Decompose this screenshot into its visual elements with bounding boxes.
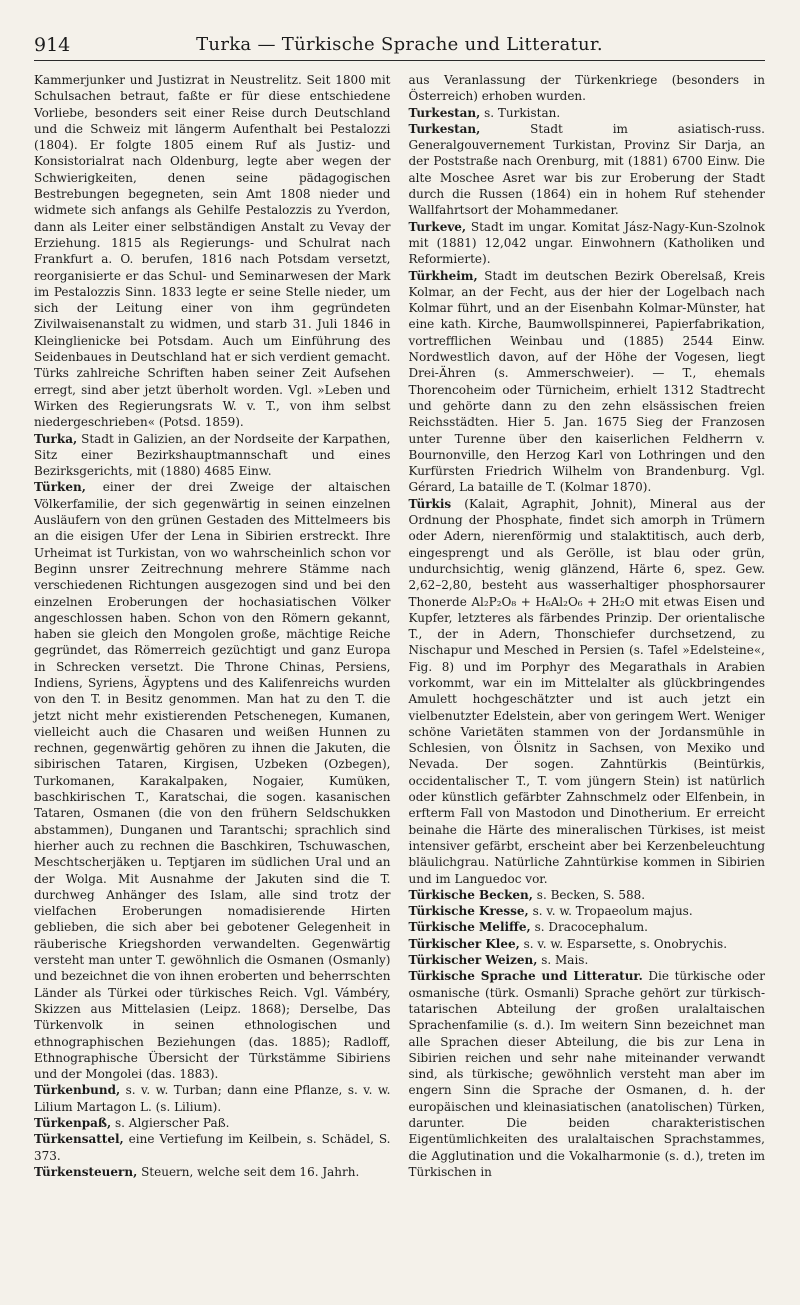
entry-headword: Türken, xyxy=(34,480,86,495)
entry-headword: Türkenbund, xyxy=(34,1083,121,1098)
dictionary-entry xyxy=(34,1131,391,1164)
dictionary-entry xyxy=(409,496,766,887)
entry-headword: Türkensteuern, xyxy=(34,1164,138,1179)
dictionary-entry xyxy=(409,268,766,496)
dictionary-entry xyxy=(409,121,766,219)
page-number: 914 xyxy=(34,34,71,56)
entry-text: Stadt in Galizien, an der Nordseite der Karpathen, Sitz einer Bezirkshauptmannschaft und eines Bezirksgerichts, mit (1880) 4685 Einw. xyxy=(34,431,391,479)
entry-headword: Turkeve, xyxy=(408,219,467,234)
entry-headword: Türkis xyxy=(408,496,452,511)
dictionary-entry xyxy=(34,431,391,480)
dictionary-entry xyxy=(409,72,766,105)
entry-text: s. v. w. Turban; dann eine Pflanze, s. v. w. Lilium Martagon L. (s. Lilium). xyxy=(34,1083,391,1114)
dictionary-entry xyxy=(34,479,391,1082)
entry-headword: Türkischer Weizen, xyxy=(408,953,538,968)
entry-text: Die türkische oder osmanische (türk. Osmanli) Sprache gehört zur türkisch-tatarischen Abteilung der großen uralaltaischen Sprachenfamilie (s. d.). Im weitern Sinn bezeichnet man alle Sprachen dieser Abteilung, die bis zur Lena in Sibirien reichen und sehr nahe miteinander verwandt sind, als türkische; gewöhnlich versteht man aber im engern Sinn die Sprache der Osmanen, d. h. der europäischen und kleinasiatischen (anatolischen) Türken, darunter. Die beiden charakteristischen Eigentümlichkeiten des uralaltaischen Sprachstammes, die Agglutination und die Vokalharmonie (s. d.), treten im Türkischen in xyxy=(408,969,765,1179)
entry-headword: Turkestan, xyxy=(408,121,481,136)
dictionary-entry xyxy=(34,1082,391,1115)
dictionary-entry xyxy=(409,219,766,268)
entry-text: s. Algierscher Paß. xyxy=(115,1116,230,1130)
entry-text: einer der drei Zweige der altaischen Völkerfamilie, der sich gegenwärtig in seinen einzelnen Ausläufern von den grünen Gestaden des Mittelmeers bis an die eisigen Ufer der Lena in Sibirien erstreckt. Ihre Urheimat ist Turkistan, von wo wahrscheinlich schon vor Beginn unsrer Zeitrechnung mehrere Stämme nach verschiedenen Richtungen ausgezogen sind und bei den einzelnen Eroberungen der hochasiatischen Völker angeschlossen haben. Schon von den Römern gekannt, haben sie gleich den Mongolen große, mächtige Reiche gegründet, das Römerreich gezüchtigt und ganz Europa in Schrecken versetzt. Die Throne Chinas, Persiens, Indiens, Syriens, Ägyptens und des Kalifenreichs wurden von den T. in Besitz genommen. Man hat zu den T. die jetzt nicht mehr existierenden Petschenegen, Kumanen, vielleicht auch die Chasaren und weißen Hunnen zu rechnen, gegenwärtig gehören zu ihnen die Jakuten, die sibirischen Tataren, Kirgisen, Uzbeken (Ozbegen), Turkomanen, Karakalpaken, Nogaier, Kumüken, baschkirischen T., Karatschai, die sogen. kasanischen Tataren, Osmanen (die von den frühern Seldschukken abstammen), Dunganen und Tarantschi; sprachlich sind hierher auch zu rechnen die Baschkiren, Tschuwaschen, Meschtscherjäken u. Teptjaren im südlichen Ural und an der Wolga. Mit Ausnahme der Jakuten sind die T. durchweg Anhänger des Islam, alle sind trotz der vielfachen Eroberungen nomadisierende Hirten geblieben, die sich aber bei gebotener Gelegenheit in räuberische Kriegshorden verwandelten. Gegenwärtig versteht man unter T. gewöhnlich die Osmanen (Osmanly) und bezeichnet die von ihnen eroberten und beherrschten Länder als Türkei oder türkisches Reich. Vgl. Vámbéry, Skizzen aus Mittelasien (Leipz. 1868); Derselbe, Das Türkenvolk in seinen ethnologischen und ethnographischen Beziehungen (das. 1885); Radloff, Ethnographische Übersicht der Türkstämme Sibiriens und der Mongolei (das. 1883). xyxy=(34,480,391,1082)
dictionary-entry xyxy=(409,936,766,952)
entry-headword: Türkheim, xyxy=(408,268,478,283)
entry-text: Stadt im ungar. Komitat Jász-Nagy-Kun-Szolnok mit (1881) 12,042 ungar. Einwohnern (Katholiken und Reformierte). xyxy=(408,219,765,267)
entry-headword: Türkische Sprache und Litteratur. xyxy=(408,969,643,984)
page-header xyxy=(34,30,765,61)
entry-text: s. Turkistan. xyxy=(484,105,561,120)
dictionary-entry xyxy=(34,1164,391,1180)
text-columns xyxy=(34,72,765,1180)
left-column xyxy=(34,72,391,1180)
entry-text: s. Dracocephalum. xyxy=(534,920,648,935)
right-column xyxy=(409,72,766,1180)
entry-text: aus Veranlassung der Türkenkriege (besonders in Österreich) erhoben wurden. xyxy=(408,73,765,104)
dictionary-entry xyxy=(34,1115,391,1131)
entry-text: Stadt im deutschen Bezirk Oberelsaß, Kreis Kolmar, an der Fecht, aus der hier der Logelbach nach Kolmar führt, und an der Eisenbahn Kolmar-Münster, hat eine kath. Kirche, Baumwollspinnerei, Papierfabrikation, vortrefflichen Weinbau und (1885) 2544 Einw. Nordwestlich davon, auf der Höhe der Vogesen, liegt Drei-Ähren (s. Ammerschweier). — T., ehemals Thorencoheim oder Türnicheim, erhielt 1312 Stadtrecht und gehörte dann zu den zehn elsässischen freien Reichsstädten. Hier 5. Jan. 1675 Sieg der Franzosen unter Turenne über den kaiserlichen Feldherrn v. Bournonville, den Herzog Karl von Lothringen und den Kurfürsten Friedrich Wilhelm von Brandenburg. Vgl. Gérard, La bataille de T. (Kolmar 1870). xyxy=(408,268,765,495)
entry-text: eine Vertiefung im Keilbein, s. Schädel, S. 373. xyxy=(34,1132,391,1163)
entry-text: Stadt im asiatisch-russ. Generalgouvernement Turkistan, Provinz Sir Darja, an der Poststraße nach Orenburg, mit (1881) 6700 Einw. Die alte Moschee Asret war bis zur Eroberung der Stadt durch die Russen (1864) ein in hohem Ruf stehender Wallfahrtsort der Mohammedaner. xyxy=(408,121,765,218)
dictionary-entry xyxy=(409,952,766,968)
entry-headword: Turka, xyxy=(34,431,78,446)
dictionary-entry xyxy=(409,903,766,919)
entry-text: Steuern, welche seit dem 16. Jahrh. xyxy=(141,1164,360,1179)
entry-headword: Türkischer Klee, xyxy=(408,936,520,951)
dictionary-entry xyxy=(409,919,766,935)
dictionary-entry xyxy=(409,968,766,1180)
dictionary-entry xyxy=(34,72,391,431)
entry-text: Kammerjunker und Justizrat in Neustrelitz. Seit 1800 mit Schulsachen betraut, faßte er für diese entschiedene Vorliebe, besonders seit einer Reise durch Deutschland und die Schweiz mit längerm Aufenthalt bei Pestalozzi (1804). Er folgte 1805 einem Ruf als Justiz- und Konsistorialrat nach Oldenburg, legte aber wegen der Schwierigkeiten, denen seine pädagogischen Bestrebungen begegneten, sein Amt 1808 nieder und widmete sich anfangs als Gehilfe Pestalozzis zu Yverdon, dann als Leiter einer selbständigen Anstalt zu Vevay der Erziehung. 1815 als Regierungs- und Schulrat nach Frankfurt a. O. berufen, 1816 nach Potsdam versetzt, reorganisierte er das Schul- und Seminarwesen der Mark im Pestalozzis Sinn. 1833 legte er seine Stelle nieder, um sich der Leitung einer von ihm gegründeten Zivilwaisenanstalt zu widmen, und starb 31. Juli 1846 in Kleinglienicke bei Potsdam. Auch um Einführung des Seidenbaues in Deutschland hat er sich verdient gemacht. Türks zahlreiche Schriften haben seiner Zeit Aufsehen erregt, sind aber jetzt überholt worden. Vgl. »Leben und Wirken des Regierungsrats W. v. T., von ihm selbst niedergeschrieben« (Potsd. 1859). xyxy=(34,73,391,430)
entry-text: (Kalait, Agraphit, Johnit), Mineral aus der Ordnung der Phosphate, findet sich amorph in Trümern oder Adern, nierenförmig und stalaktitisch, auch derb, eingesprengt und als Gerölle, ist blau oder grün, undurchsichtig, wenig glänzend, Härte 6, spez. Gew. 2,62–2,80, besteht aus wasserhaltiger phosphorsaurer Thonerde Al₂P₂O₈ + H₆Al₂O₆ + 2H₂O mit etwas Eisen und Kupfer, letzteres als färbendes Prinzip. Der orientalische T., der in Adern, Thonschiefer durchsetzend, zu Nischapur und Mesched in Persien (s. Tafel »Edelsteine«, Fig. 8) und im Porphyr des Megarathals in Arabien vorkommt, war ein im Mittelalter als glückbringendes Amulett hochgeschätzter und ist auch jetzt ein vielbenutzter Edelstein, aber von geringem Wert. Weniger schöne Varietäten stammen von der Jordansmühle in Schlesien, von Ölsnitz in Sachsen, von Mexiko und Nevada. Der sogen. Zahntürkis (Beintürkis, occidentalischer T., T. vom jüngern Stein) ist natürlich oder künstlich gefärbter Zahnschmelz oder Elfenbein, in erfterm Fall von Mastodon und Dinotherium. Er erreicht beinahe die Härte des mineralischen Türkises, ist meist intensiver gefärbt, erscheint aber bei Kerzenbeleuchtung bläulichgrau. Natürliche Zahntürkise kommen in Sibirien und im Languedoc vor. xyxy=(408,496,765,886)
entry-text: s. v. w. Esparsette, s. Onobrychis. xyxy=(523,936,728,951)
running-head: Turka — Türkische Sprache und Litteratur. xyxy=(196,34,603,55)
dictionary-entry xyxy=(409,105,766,121)
entry-headword: Türkische Meliffe, xyxy=(408,920,531,935)
dictionary-entry xyxy=(409,887,766,903)
entry-headword: Turkestan, xyxy=(408,105,481,120)
entry-text: s. v. w. Tropaeolum majus. xyxy=(532,904,693,919)
entry-headword: Türkische Kresse, xyxy=(408,904,529,919)
entry-headword: Türkische Becken, xyxy=(408,887,533,902)
entry-text: s. Becken, S. 588. xyxy=(536,887,646,902)
entry-headword: Türkenpaß, xyxy=(34,1116,112,1130)
entry-headword: Türkensattel, xyxy=(34,1132,124,1147)
entry-text: s. Mais. xyxy=(541,953,589,968)
